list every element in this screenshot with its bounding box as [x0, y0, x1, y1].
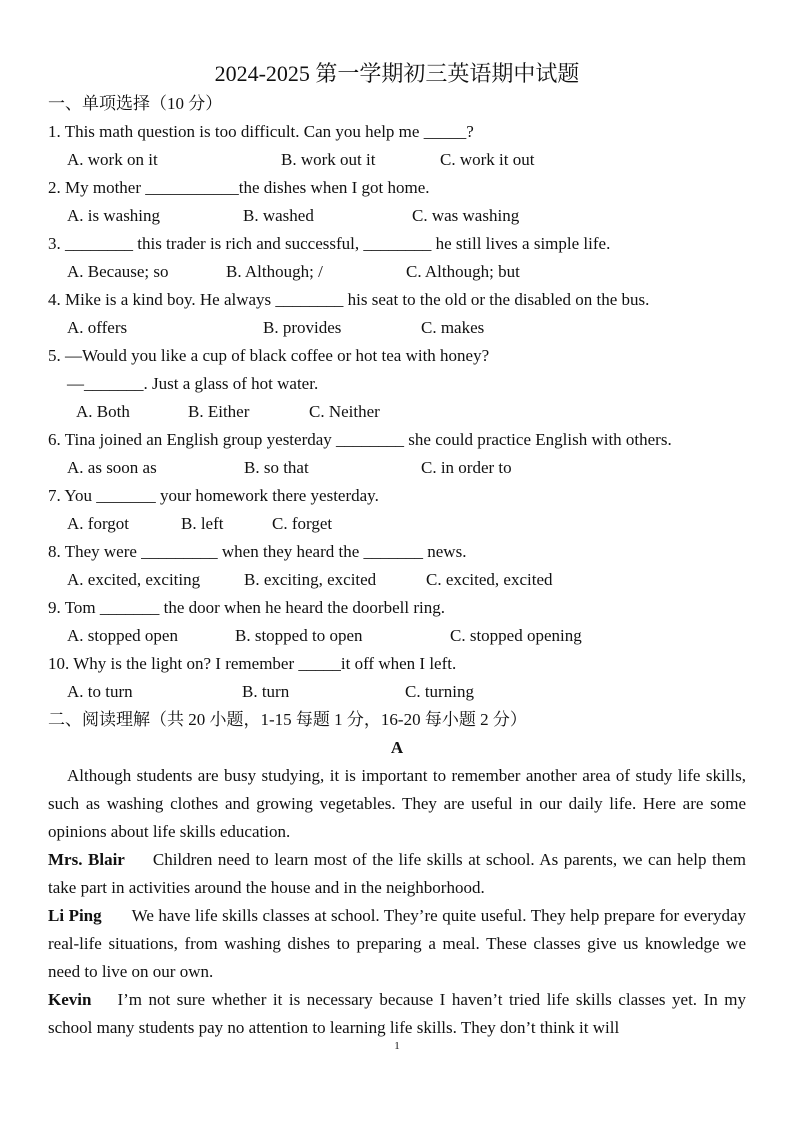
q2-option-c: C. was washing [412, 206, 520, 225]
question-5-response: —_______. Just a glass of hot water. [67, 374, 319, 393]
q10-option-c: C. turning [405, 682, 474, 701]
q7-option-c: C. forget [272, 514, 333, 533]
speaker-name: Kevin [48, 990, 92, 1009]
q1-option-c: C. work it out [440, 150, 535, 169]
opinion-text: Children need to learn most of the life skills at school. As parents, we can help them take part in activities around the house and in the neighborhood. [48, 850, 746, 897]
q9-option-b: B. stopped to open [235, 626, 363, 645]
question-7-stem: 7. You _______ your homework there yesterday. [48, 486, 379, 505]
q4-option-b: B. provides [263, 318, 342, 337]
q6-option-c: C. in order to [421, 458, 512, 477]
q3-option-c: C. Although; but [406, 262, 520, 281]
question-10-stem: 10. Why is the light on? I remember _____it off when I left. [48, 654, 457, 673]
page-number: 1 [394, 1040, 400, 1052]
opinion-li-ping [48, 902, 746, 986]
q1-option-b: B. work out it [281, 150, 376, 169]
q5-option-c: C. Neither [309, 402, 380, 421]
q4-option-c: C. makes [421, 318, 485, 337]
passage-intro: Although students are busy studying, it is important to remember another area of study life skills, such as washing clothes and growing vegetables. They are useful in our daily life. Here are some opinions about life skills education. [48, 766, 746, 841]
opinion-text: We have life skills classes at school. They’re quite useful. They help prepare for everyday real-life situations, from washing dishes to preparing a meal. These classes give us knowledge we need to live on our own. [48, 906, 747, 981]
q5-option-b: B. Either [188, 402, 250, 421]
question-1-stem: 1. This math question is too difficult. Can you help me _____? [48, 122, 474, 141]
question-6-stem: 6. Tina joined an English group yesterday ________ she could practice English with others. [48, 430, 672, 449]
q8-option-c: C. excited, excited [426, 570, 553, 589]
question-5-stem: 5. —Would you like a cup of black coffee or hot tea with honey? [48, 346, 490, 365]
q9-option-c: C. stopped opening [450, 626, 582, 645]
section2-heading: 二、阅读理解（共 20 小题，1-15 每题 1 分，16-20 每小题 2 分） [48, 710, 527, 729]
speaker-name: Li Ping [48, 906, 102, 925]
q10-option-b: B. turn [242, 682, 290, 701]
q2-option-b: B. washed [243, 206, 314, 225]
q5-option-a: A. Both [76, 402, 130, 421]
q10-option-a: A. to turn [67, 682, 133, 701]
q2-option-a: A. is washing [67, 206, 161, 225]
opinion-mrs-blair [48, 846, 746, 902]
question-4-stem: 4. Mike is a kind boy. He always ________ his seat to the old or the disabled on the bus. [48, 290, 650, 309]
q7-option-b: B. left [181, 514, 224, 533]
exam-title: 2024-2025 第一学期初三英语期中试题 [214, 61, 580, 86]
q8-option-a: A. excited, exciting [67, 570, 201, 589]
q6-option-a: A. as soon as [67, 458, 157, 477]
opinion-text: I’m not sure whether it is necessary because I haven’t tried life skills classes yet. In my school many students pay no attention to learning life skills. They don’t think it will [48, 990, 746, 1037]
q3-option-a: A. Because; so [67, 262, 169, 281]
q4-option-a: A. offers [67, 318, 128, 337]
q7-option-a: A. forgot [67, 514, 130, 533]
passage-label: A [390, 738, 404, 757]
question-8-stem: 8. They were _________ when they heard the _______ news. [48, 542, 467, 561]
section1-heading: 一、单项选择（10 分） [48, 94, 223, 113]
q3-option-b: B. Although; / [226, 262, 323, 281]
question-3-stem: 3. ________ this trader is rich and successful, ________ he still lives a simple life. [48, 234, 611, 253]
opinion-kevin [48, 986, 746, 1042]
q6-option-b: B. so that [244, 458, 309, 477]
question-2-stem: 2. My mother ___________the dishes when I got home. [48, 178, 430, 197]
q9-option-a: A. stopped open [67, 626, 178, 645]
q1-option-a: A. work on it [67, 150, 158, 169]
speaker-name: Mrs. Blair [48, 850, 125, 869]
question-9-stem: 9. Tom _______ the door when he heard the doorbell ring. [48, 598, 445, 617]
q8-option-b: B. exciting, excited [244, 570, 377, 589]
